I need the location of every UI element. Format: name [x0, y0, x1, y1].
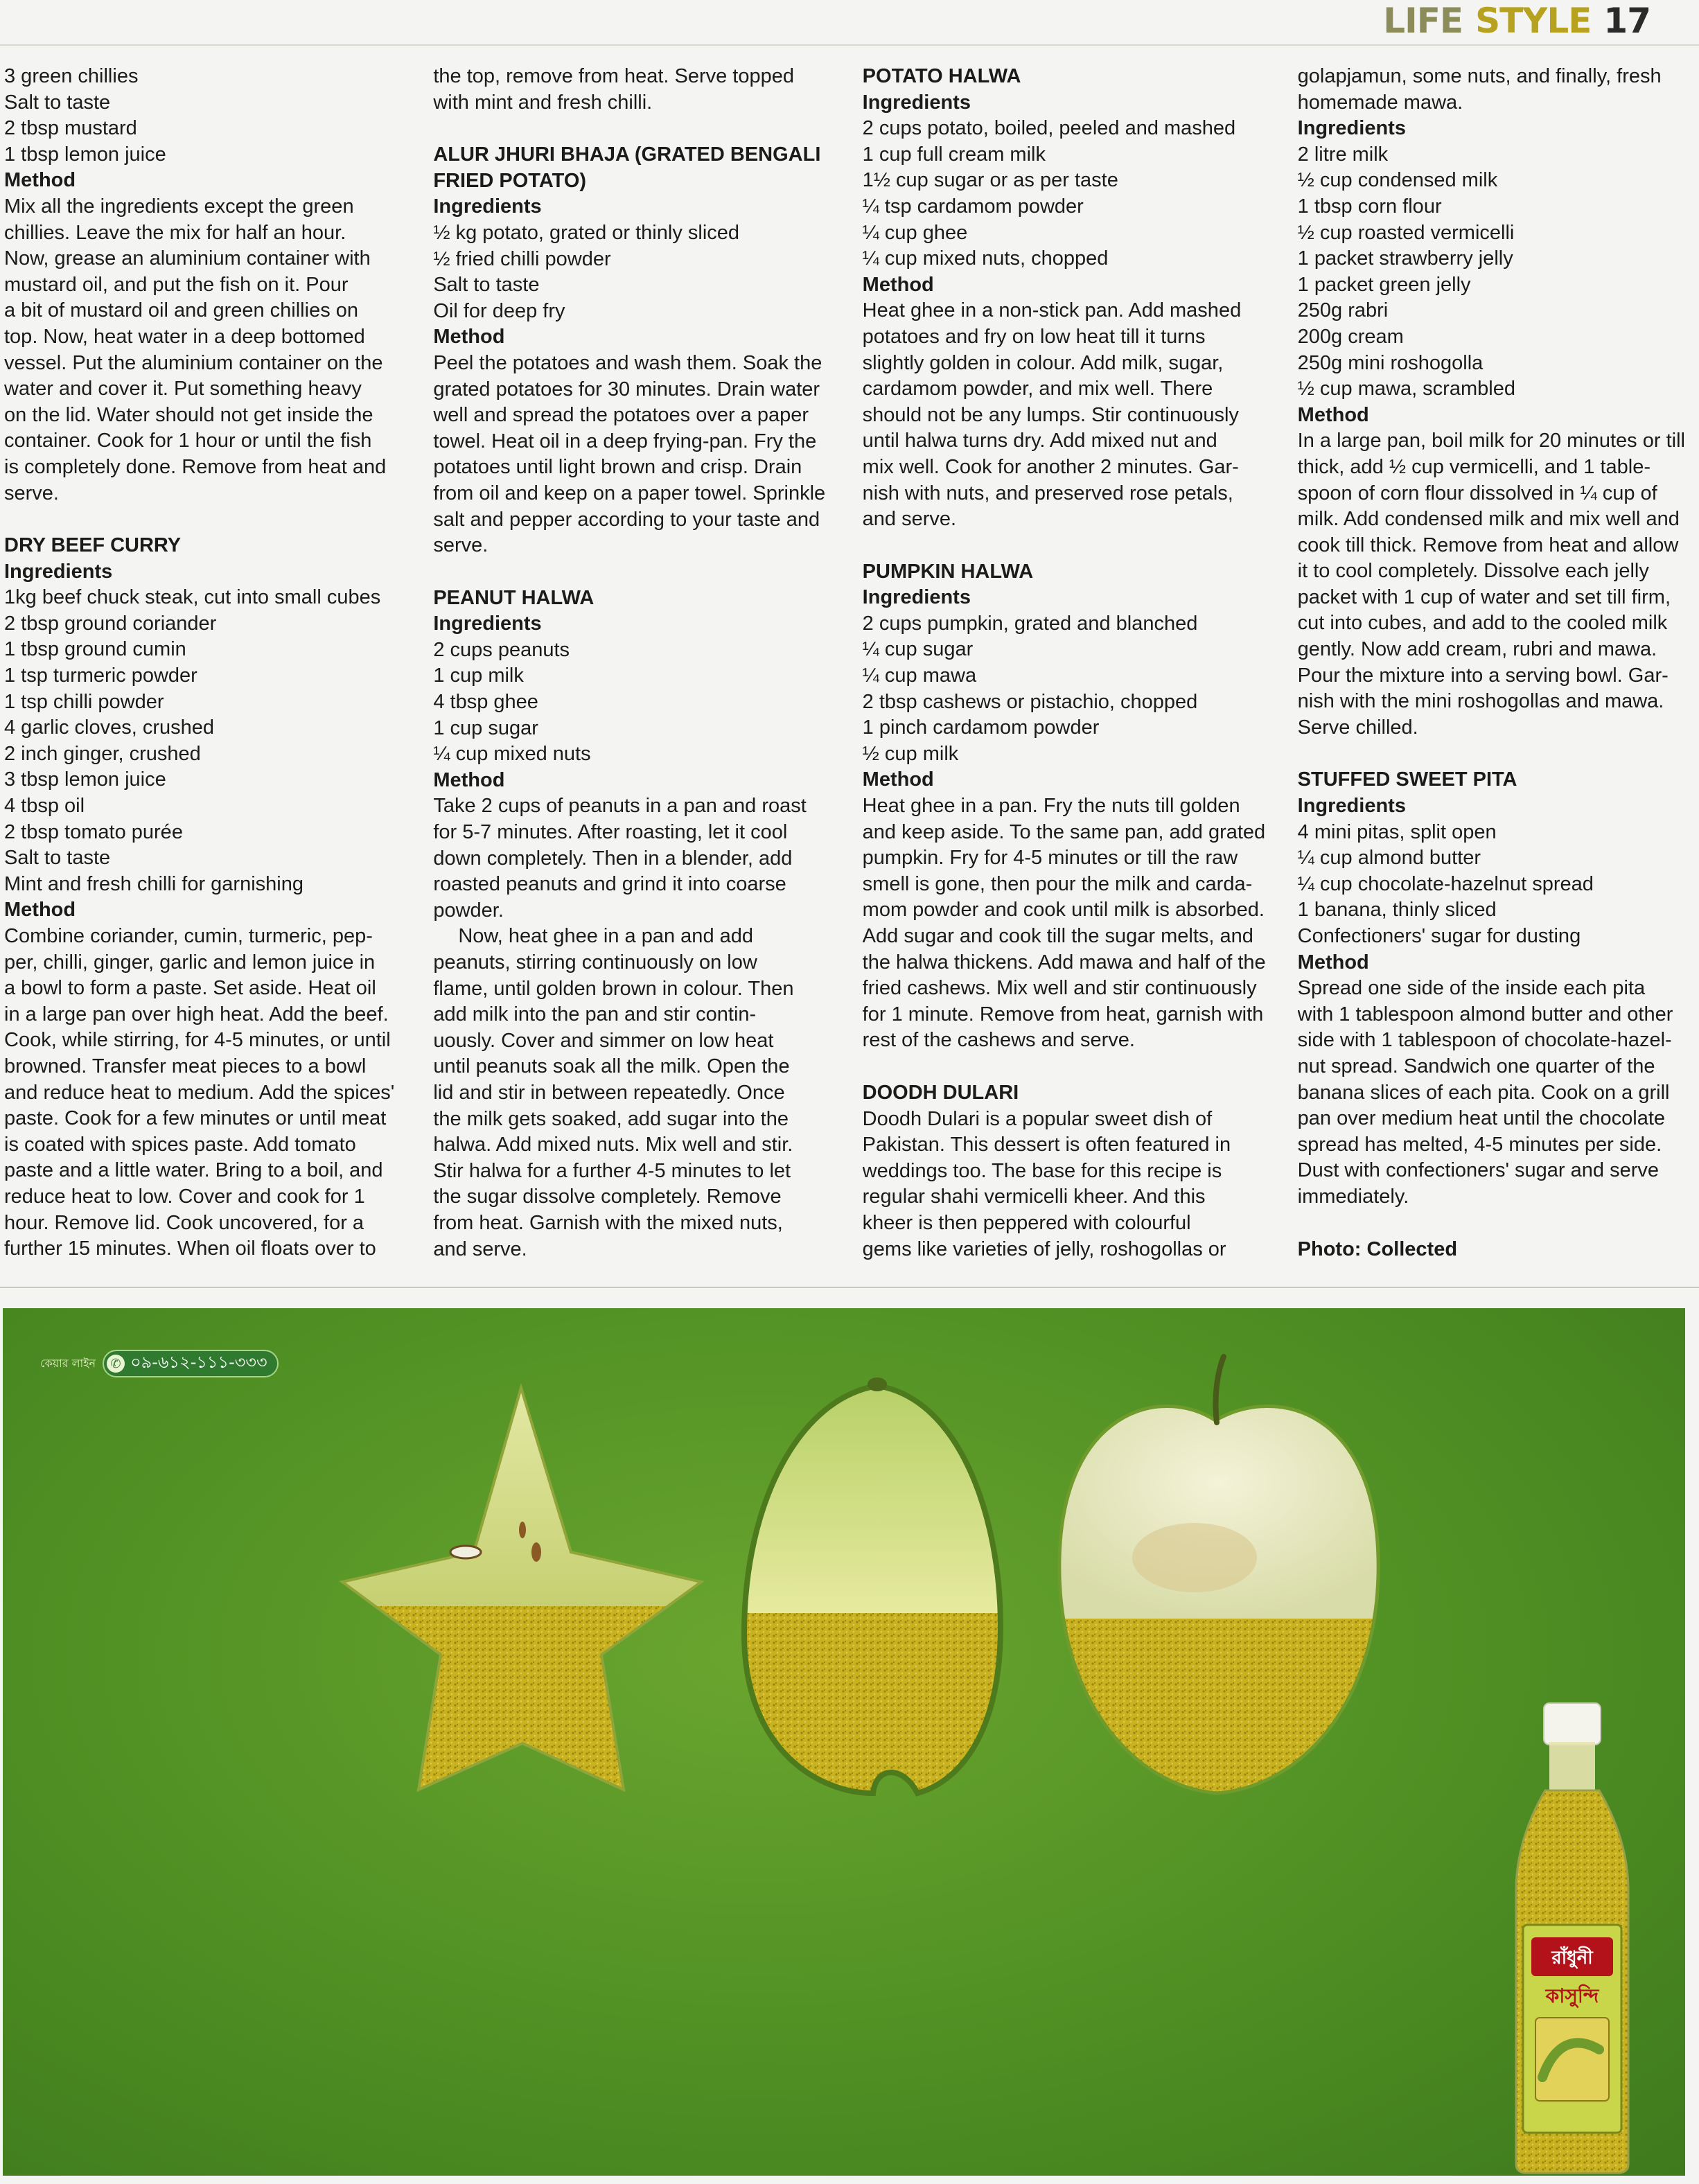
section-heading: Ingredients [4, 560, 113, 583]
section-heading: Ingredients [862, 586, 971, 609]
text-line: ½ cup mawa, scrambled [1297, 378, 1515, 400]
text-line: for 1 minute. Remove from heat, garnish with [862, 1003, 1264, 1025]
text-line: nut spread. Sandwich one quarter of the [1297, 1055, 1655, 1077]
text-line: a bowl to form a paste. Set aside. Heat oil [4, 977, 376, 1000]
text-line: Now, grease an aluminium container with [4, 247, 371, 270]
text-line: milk. Add condensed milk and mix well and [1297, 508, 1680, 531]
text-line: in a large pan over high heat. Add the beef. [4, 1003, 389, 1025]
text-line: browned. Transfer meat pieces to a bowl [4, 1055, 367, 1077]
section-heading: Method [4, 169, 76, 192]
text-line: 3 tbsp lemon juice [4, 768, 166, 791]
text-line: Salt to taste [4, 847, 111, 870]
bottle-label-product: কাসুন্দি [1545, 1984, 1599, 2007]
text-line: ¼ tsp cardamom powder [862, 195, 1084, 218]
text-line: gems like varieties of jelly, roshogollas or [862, 1238, 1226, 1260]
text-line: mom powder and cook until milk is absorbed. [862, 899, 1265, 922]
text-line: slightly golden in colour. Add milk, sugar, [862, 351, 1224, 374]
recipe-title: DOODH DULARI [862, 1081, 1019, 1104]
section-heading: Ingredients [1297, 117, 1406, 140]
recipe-title: POTATO HALWA [862, 65, 1021, 87]
text-line: until halwa turns dry. Add mixed nut and [862, 430, 1217, 452]
text-line: smell is gone, then pour the milk and carda- [862, 872, 1253, 895]
text-line: 250g rabri [1297, 299, 1389, 322]
advertisement [3, 1308, 1685, 2176]
text-line: potatoes and fry on low heat till it turns [862, 325, 1206, 348]
recipe-title: ALUR JHURI BHAJA (GRATED BENGALI [433, 143, 821, 166]
recipe-title: PUMPKIN HALWA [862, 560, 1034, 583]
text-line: Stir halwa for a further 4-5 minutes to let [433, 1159, 791, 1182]
text-line: is coated with spices paste. Add tomato [4, 1133, 356, 1156]
phone-icon: ✆ [107, 1355, 125, 1373]
text-line: serve. [4, 482, 59, 504]
text-line: 1 packet strawberry jelly [1297, 247, 1513, 270]
text-line: hour. Remove lid. Cook uncovered, for a [4, 1211, 364, 1234]
column-3 [863, 64, 1266, 1262]
text-line: the milk gets soaked, add sugar into the [433, 1107, 789, 1130]
text-line: the halwa thickens. Add mawa and half of the [862, 951, 1266, 974]
section-heading: Method [862, 768, 934, 791]
text-line: uously. Cover and simmer on low heat [433, 1029, 774, 1052]
text-line: is completely done. Remove from heat and [4, 455, 387, 478]
text-line: cut into cubes, and add to the cooled milk [1297, 612, 1668, 635]
text-line: golapjamun, some nuts, and finally, fresh [1297, 65, 1662, 87]
text-line: ¼ cup ghee [862, 221, 968, 244]
section-heading: Ingredients [862, 91, 971, 114]
text-line: lid and stir in between repeatedly. Once [433, 1081, 785, 1104]
text-line: Confectioners' sugar for dusting [1297, 925, 1581, 947]
text-line: 4 tbsp oil [4, 795, 85, 818]
text-line: paste. Cook for a few minutes or until meat [4, 1107, 387, 1130]
text-line: 2 tbsp tomato purée [4, 820, 183, 843]
text-line: Spread one side of the inside each pita [1297, 977, 1646, 1000]
text-line: 4 mini pitas, split open [1297, 820, 1497, 843]
text-line: Salt to taste [4, 91, 111, 114]
text-line: cook till thick. Remove from heat and allow [1297, 534, 1679, 556]
text-line: Peel the potatoes and wash them. Soak the [433, 351, 822, 374]
text-line: ½ cup condensed milk [1297, 169, 1498, 192]
text-line: side with 1 tablespoon of chocolate-hazel- [1297, 1029, 1672, 1052]
text-line: reduce heat to low. Cover and cook for 1 [4, 1185, 365, 1208]
text-line: In a large pan, boil milk for 20 minutes or till [1297, 430, 1685, 452]
text-line: ¼ cup mixed nuts, chopped [862, 247, 1109, 270]
text-line: ¼ cup mixed nuts [433, 743, 591, 766]
text-line: and serve. [862, 508, 957, 531]
text-line: regular shahi vermicelli kheer. And this [862, 1186, 1206, 1208]
text-line: from oil and keep on a paper towel. Sprinkle [433, 482, 826, 504]
recipe-title: PEANUT HALWA [433, 586, 595, 609]
careline-number: ০৯-৬১২-১১১-৩৩৩ [130, 1353, 267, 1372]
text-line: salt and pepper according to your taste and [433, 508, 820, 531]
text-line: immediately. [1297, 1185, 1409, 1208]
text-line: mustard oil, and put the fish on it. Pour [4, 273, 349, 296]
text-line: grated potatoes for 30 minutes. Drain water [433, 378, 820, 400]
text-line: Oil for deep fry [433, 299, 565, 322]
text-line: add milk into the pan and stir contin- [433, 1003, 757, 1026]
text-line: Heat ghee in a non-stick pan. Add mashed [862, 299, 1242, 322]
text-line: container. Cook for 1 hour or until the fish [4, 430, 372, 452]
text-line: with 1 tablespoon almond butter and other [1297, 1003, 1673, 1025]
text-line: homemade mawa. [1297, 91, 1463, 114]
text-line: banana slices of each pita. Cook on a grill [1297, 1081, 1670, 1104]
text-line: Dust with confectioners' sugar and serve [1297, 1159, 1660, 1182]
text-line: halwa. Add mixed nuts. Mix well and stir. [433, 1134, 793, 1156]
text-line: with mint and fresh chilli. [433, 91, 653, 114]
text-line: on the lid. Water should not get inside the [4, 403, 373, 426]
guava-image [1049, 1357, 1389, 1806]
text-line: fried cashews. Mix well and stir continuously [862, 977, 1257, 1000]
text-line: per, chilli, ginger, garlic and lemon juice in [4, 951, 376, 974]
text-line: 2 cups pumpkin, grated and blanched [862, 612, 1198, 635]
recipe-title: STUFFED SWEET PITA [1297, 768, 1517, 791]
text-line: 3 green chillies [4, 65, 139, 87]
star-fruit-image [335, 1377, 710, 1800]
column-4 [1298, 64, 1695, 1262]
photo-credit: Photo: Collected [1297, 1238, 1458, 1260]
text-line: Pakistan. This dessert is often featured in [862, 1134, 1231, 1156]
text-line: pumpkin. Fry for 4-5 minutes or till the raw [862, 847, 1238, 870]
text-line: 1 tbsp corn flour [1297, 195, 1442, 218]
text-line: 2 tbsp mustard [4, 117, 137, 140]
article-columns [4, 64, 1695, 1262]
column-2 [433, 64, 830, 1262]
text-line: 1kg beef chuck steak, cut into small cubes [4, 586, 381, 609]
text-line: until peanuts soak all the milk. Open the [433, 1055, 790, 1078]
text-line: Salt to taste [433, 274, 540, 297]
text-line: Mint and fresh chilli for garnishing [4, 872, 303, 895]
text-line: powder. [433, 899, 504, 922]
text-line: pan over medium heat until the chocolate [1297, 1107, 1666, 1130]
text-line: rest of the cashews and serve. [862, 1029, 1135, 1052]
text-line: potatoes until light brown and crisp. Drain [433, 456, 802, 479]
text-line: weddings too. The base for this recipe is [862, 1159, 1222, 1182]
text-line: 2 tbsp ground coriander [4, 612, 217, 635]
text-line: thick, add ½ cup vermicelli, and 1 table- [1297, 455, 1651, 478]
text-line: 1 cup milk [433, 664, 524, 687]
text-line: 2 inch ginger, crushed [4, 742, 201, 765]
text-line: cardamom powder, and mix well. There [862, 378, 1213, 400]
section-name-style: STYLE [1475, 1, 1592, 41]
text-line: towel. Heat oil in a deep frying-pan. Fry the [433, 430, 817, 452]
text-line: 4 tbsp ghee [433, 691, 538, 714]
text-line: should not be any lumps. Stir continuously [862, 403, 1239, 426]
text-line: 1 banana, thinly sliced [1297, 899, 1497, 922]
article-bottom-rule [0, 1287, 1699, 1288]
text-line: 4 garlic cloves, crushed [4, 716, 215, 739]
text-line: 2 tbsp cashews or pistachio, chopped [862, 690, 1198, 713]
text-line: Add sugar and cook till the sugar melts, and [862, 925, 1253, 947]
text-line: chillies. Leave the mix for half an hour. [4, 221, 346, 244]
text-line: gently. Now add cream, rubri and mawa. [1297, 638, 1657, 661]
text-line: nish with the mini roshogollas and mawa. [1297, 690, 1664, 713]
text-line: ¼ cup chocolate-hazelnut spread [1297, 872, 1594, 895]
text-line: 1 pinch cardamom powder [862, 716, 1100, 739]
text-line: 1 tbsp ground cumin [4, 638, 186, 661]
text-line: nish with nuts, and preserved rose petals, [862, 482, 1233, 504]
text-line: ½ kg potato, grated or thinly sliced [433, 221, 740, 244]
text-line: and keep aside. To the same pan, add grated [862, 820, 1266, 843]
text-line: well and spread the potatoes over a paper [433, 404, 809, 427]
text-line: down completely. Then in a blender, add [433, 847, 793, 870]
text-line: ¼ cup almond butter [1297, 847, 1481, 870]
text-line: 1 tsp chilli powder [4, 690, 164, 713]
text-line: spread has melted, 4-5 minutes per side. [1297, 1133, 1662, 1156]
section-heading: Ingredients [433, 613, 542, 635]
text-line: roasted peanuts and grind it into coarse [433, 873, 786, 896]
text-line: the sugar dissolve completely. Remove [433, 1186, 782, 1208]
text-line: ¼ cup sugar [862, 638, 974, 661]
kasundi-bottle-image [1516, 1703, 1628, 2173]
text-line: ½ cup roasted vermicelli [1297, 221, 1515, 244]
text-line: 1 tbsp lemon juice [4, 143, 166, 166]
text-line: Now, heat ghee in a pan and add [458, 925, 754, 948]
page-header [1383, 0, 1650, 42]
text-line: Take 2 cups of peanuts in a pan and roast [433, 795, 807, 818]
text-line: 2 cups peanuts [433, 638, 570, 661]
text-line: and serve. [433, 1238, 527, 1260]
fruit-illustrations [3, 1308, 1685, 2176]
text-line: Pour the mixture into a serving bowl. Gar- [1297, 664, 1669, 687]
text-line: 1 cup sugar [433, 716, 538, 739]
recipe-title: DRY BEEF CURRY [4, 534, 182, 557]
section-heading: Method [433, 768, 505, 791]
section-heading: Ingredients [433, 195, 542, 218]
text-line: 1 packet green jelly [1297, 273, 1471, 296]
section-heading: Method [1297, 951, 1369, 974]
text-line: 2 litre milk [1297, 143, 1389, 166]
text-line: ¼ cup mawa [862, 664, 977, 687]
section-heading: Ingredients [1297, 795, 1406, 818]
text-line: Serve chilled. [1297, 716, 1418, 739]
text-line: peanuts, stirring continuously on low [433, 951, 757, 974]
text-line: further 15 minutes. When oil floats over to [4, 1238, 376, 1260]
section-heading: Method [1297, 403, 1369, 426]
text-line: mix well. Cook for another 2 minutes. Gar- [862, 455, 1239, 478]
text-line: Cook, while stirring, for 4-5 minutes, or until [4, 1029, 391, 1052]
text-line: 2 cups potato, boiled, peeled and mashed [862, 117, 1236, 140]
text-line: paste and a little water. Bring to a boil, and [4, 1159, 383, 1182]
text-line: 1½ cup sugar or as per taste [862, 169, 1118, 192]
text-line: packet with 1 cup of water and set till firm, [1297, 585, 1671, 608]
section-heading: Method [433, 326, 505, 349]
text-line: Heat ghee in a pan. Fry the nuts till golden [862, 795, 1240, 818]
text-line: flame, until golden brown in colour. Then [433, 977, 794, 1000]
text-line: from heat. Garnish with the mixed nuts, [433, 1211, 783, 1234]
text-line: kheer is then peppered with colourful [862, 1211, 1191, 1234]
text-line: 1 tsp turmeric powder [4, 664, 197, 687]
text-line: Mix all the ingredients except the green [4, 195, 354, 218]
text-line: ½ cup milk [862, 742, 959, 765]
green-mango-image [737, 1377, 1014, 1807]
text-line: water and cover it. Put something heavy [4, 378, 362, 400]
recipe-title-continued: FRIED POTATO) [433, 169, 587, 192]
text-line: vessel. Put the aluminium container on the [4, 351, 383, 374]
text-line: spoon of corn flour dissolved in ¼ cup of [1297, 482, 1657, 504]
text-line: serve. [433, 534, 488, 557]
text-line: 250g mini roshogolla [1297, 351, 1484, 374]
text-line: Doodh Dulari is a popular sweet dish of [862, 1107, 1213, 1130]
header-rule [0, 44, 1699, 46]
text-line: a bit of mustard oil and green chillies on [4, 299, 359, 322]
text-line: top. Now, heat water in a deep bottomed [4, 325, 365, 348]
text-line: the top, remove from heat. Serve topped [433, 65, 795, 87]
text-line: Combine coriander, cumin, turmeric, pep- [4, 925, 373, 947]
column-1 [4, 64, 401, 1262]
section-heading: Method [4, 899, 76, 922]
text-line: ½ fried chilli powder [433, 247, 611, 270]
page-number: 17 [1603, 1, 1650, 41]
section-name-life: LIFE [1383, 1, 1463, 41]
section-heading: Method [862, 273, 934, 296]
text-line: for 5-7 minutes. After roasting, let it cool [433, 821, 788, 844]
text-line: and reduce heat to medium. Add the spices' [4, 1081, 395, 1104]
text-line: 1 cup full cream milk [862, 143, 1046, 166]
text-line: 200g cream [1297, 325, 1404, 348]
careline-label: কেয়ার লাইন [40, 1356, 96, 1370]
text-line: it to cool completely. Dissolve each jelly [1297, 560, 1649, 583]
bottle-label-brand: রাঁধুনী [1551, 1948, 1593, 1969]
